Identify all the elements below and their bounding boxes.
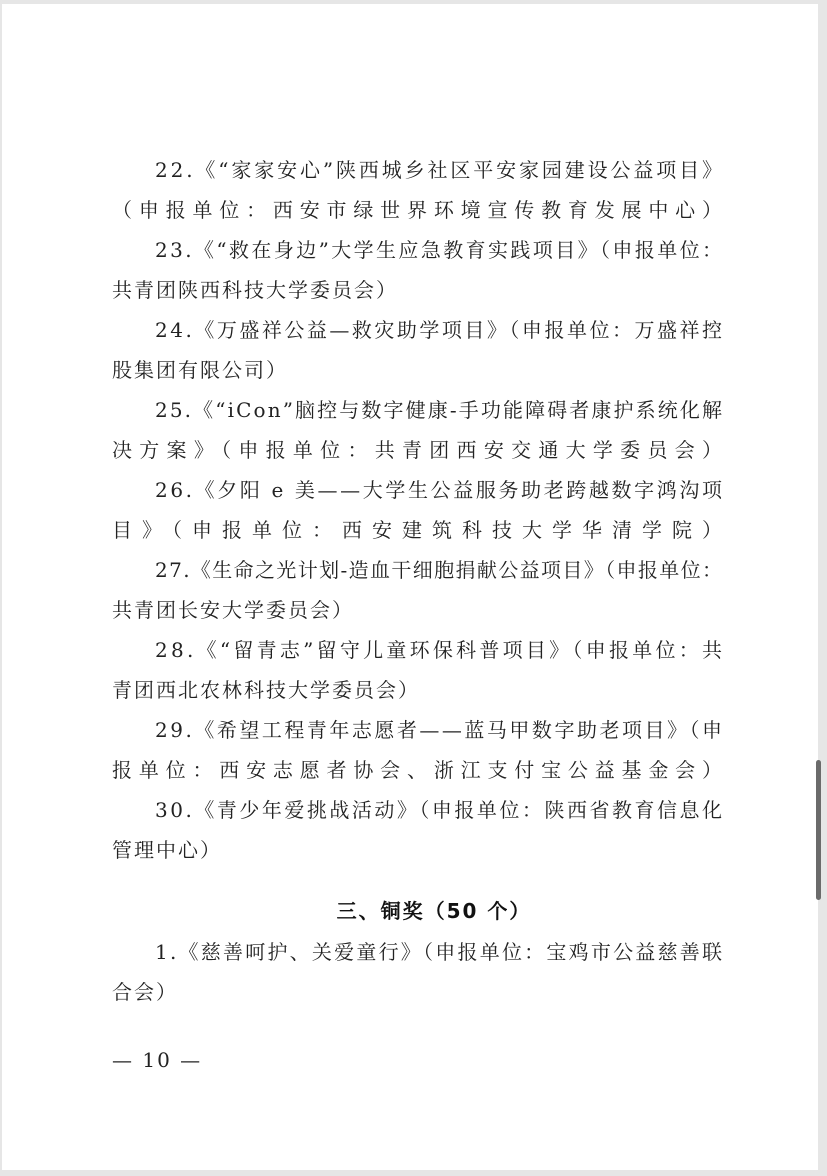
item-26-line-2: 目》（申报单位：西安建筑科技大学华清学院） (112, 518, 732, 542)
document-page (2, 4, 818, 1170)
item-24-line-1: 24.《万盛祥公益—救灾助学项目》（申报单位：万盛祥控 (155, 318, 725, 342)
item-27-line-2: 共青团长安大学委员会） (112, 598, 354, 622)
item-22-line-2: （申报单位：西安市绿世界环境宣传教育发展中心） (112, 198, 729, 222)
item-28-line-2: 青团西北农林科技大学委员会） (112, 678, 420, 702)
item-24-line-2: 股集团有限公司） (112, 358, 288, 382)
item-23-line-1: 23.《“救在身边”大学生应急教育实践项目》（申报单位： (155, 238, 725, 262)
page-number: — 10 — (112, 1048, 203, 1072)
item-30-line-2: 管理中心） (112, 838, 222, 862)
scrollbar-thumb[interactable] (816, 760, 821, 900)
item-30-line-1: 30.《青少年爱挑战活动》（申报单位：陕西省教育信息化 (155, 798, 725, 822)
bronze-item-1-line-1: 1.《慈善呵护、关爱童行》（申报单位：宝鸡市公益慈善联 (155, 940, 725, 964)
bronze-item-1-line-2: 合会） (112, 980, 178, 1004)
item-27-line-1: 27.《生命之光计划-造血干细胞捐献公益项目》（申报单位： (155, 558, 724, 582)
item-29-line-1: 29.《希望工程青年志愿者——蓝马甲数字助老项目》（申 (155, 718, 725, 742)
item-22-line-1: 22.《“家家安心”陕西城乡社区平安家园建设公益项目》 (155, 158, 725, 182)
item-25-line-1: 25.《“iCon”脑控与数字健康-手功能障碍者康护系统化解 (155, 398, 725, 422)
section-heading-bronze: 三、铜奖（50 个） (336, 899, 532, 923)
item-25-line-2: 决方案》（申报单位：共青团西安交通大学委员会） (112, 438, 730, 462)
item-29-line-2: 报单位：西安志愿者协会、浙江支付宝公益基金会） (112, 758, 729, 782)
item-28-line-1: 28.《“留青志”留守儿童环保科普项目》（申报单位：共 (155, 638, 726, 662)
item-23-line-2: 共青团陕西科技大学委员会） (112, 278, 398, 302)
item-26-line-1: 26.《夕阳 e 美——大学生公益服务助老跨越数字鸿沟项 (155, 478, 725, 502)
